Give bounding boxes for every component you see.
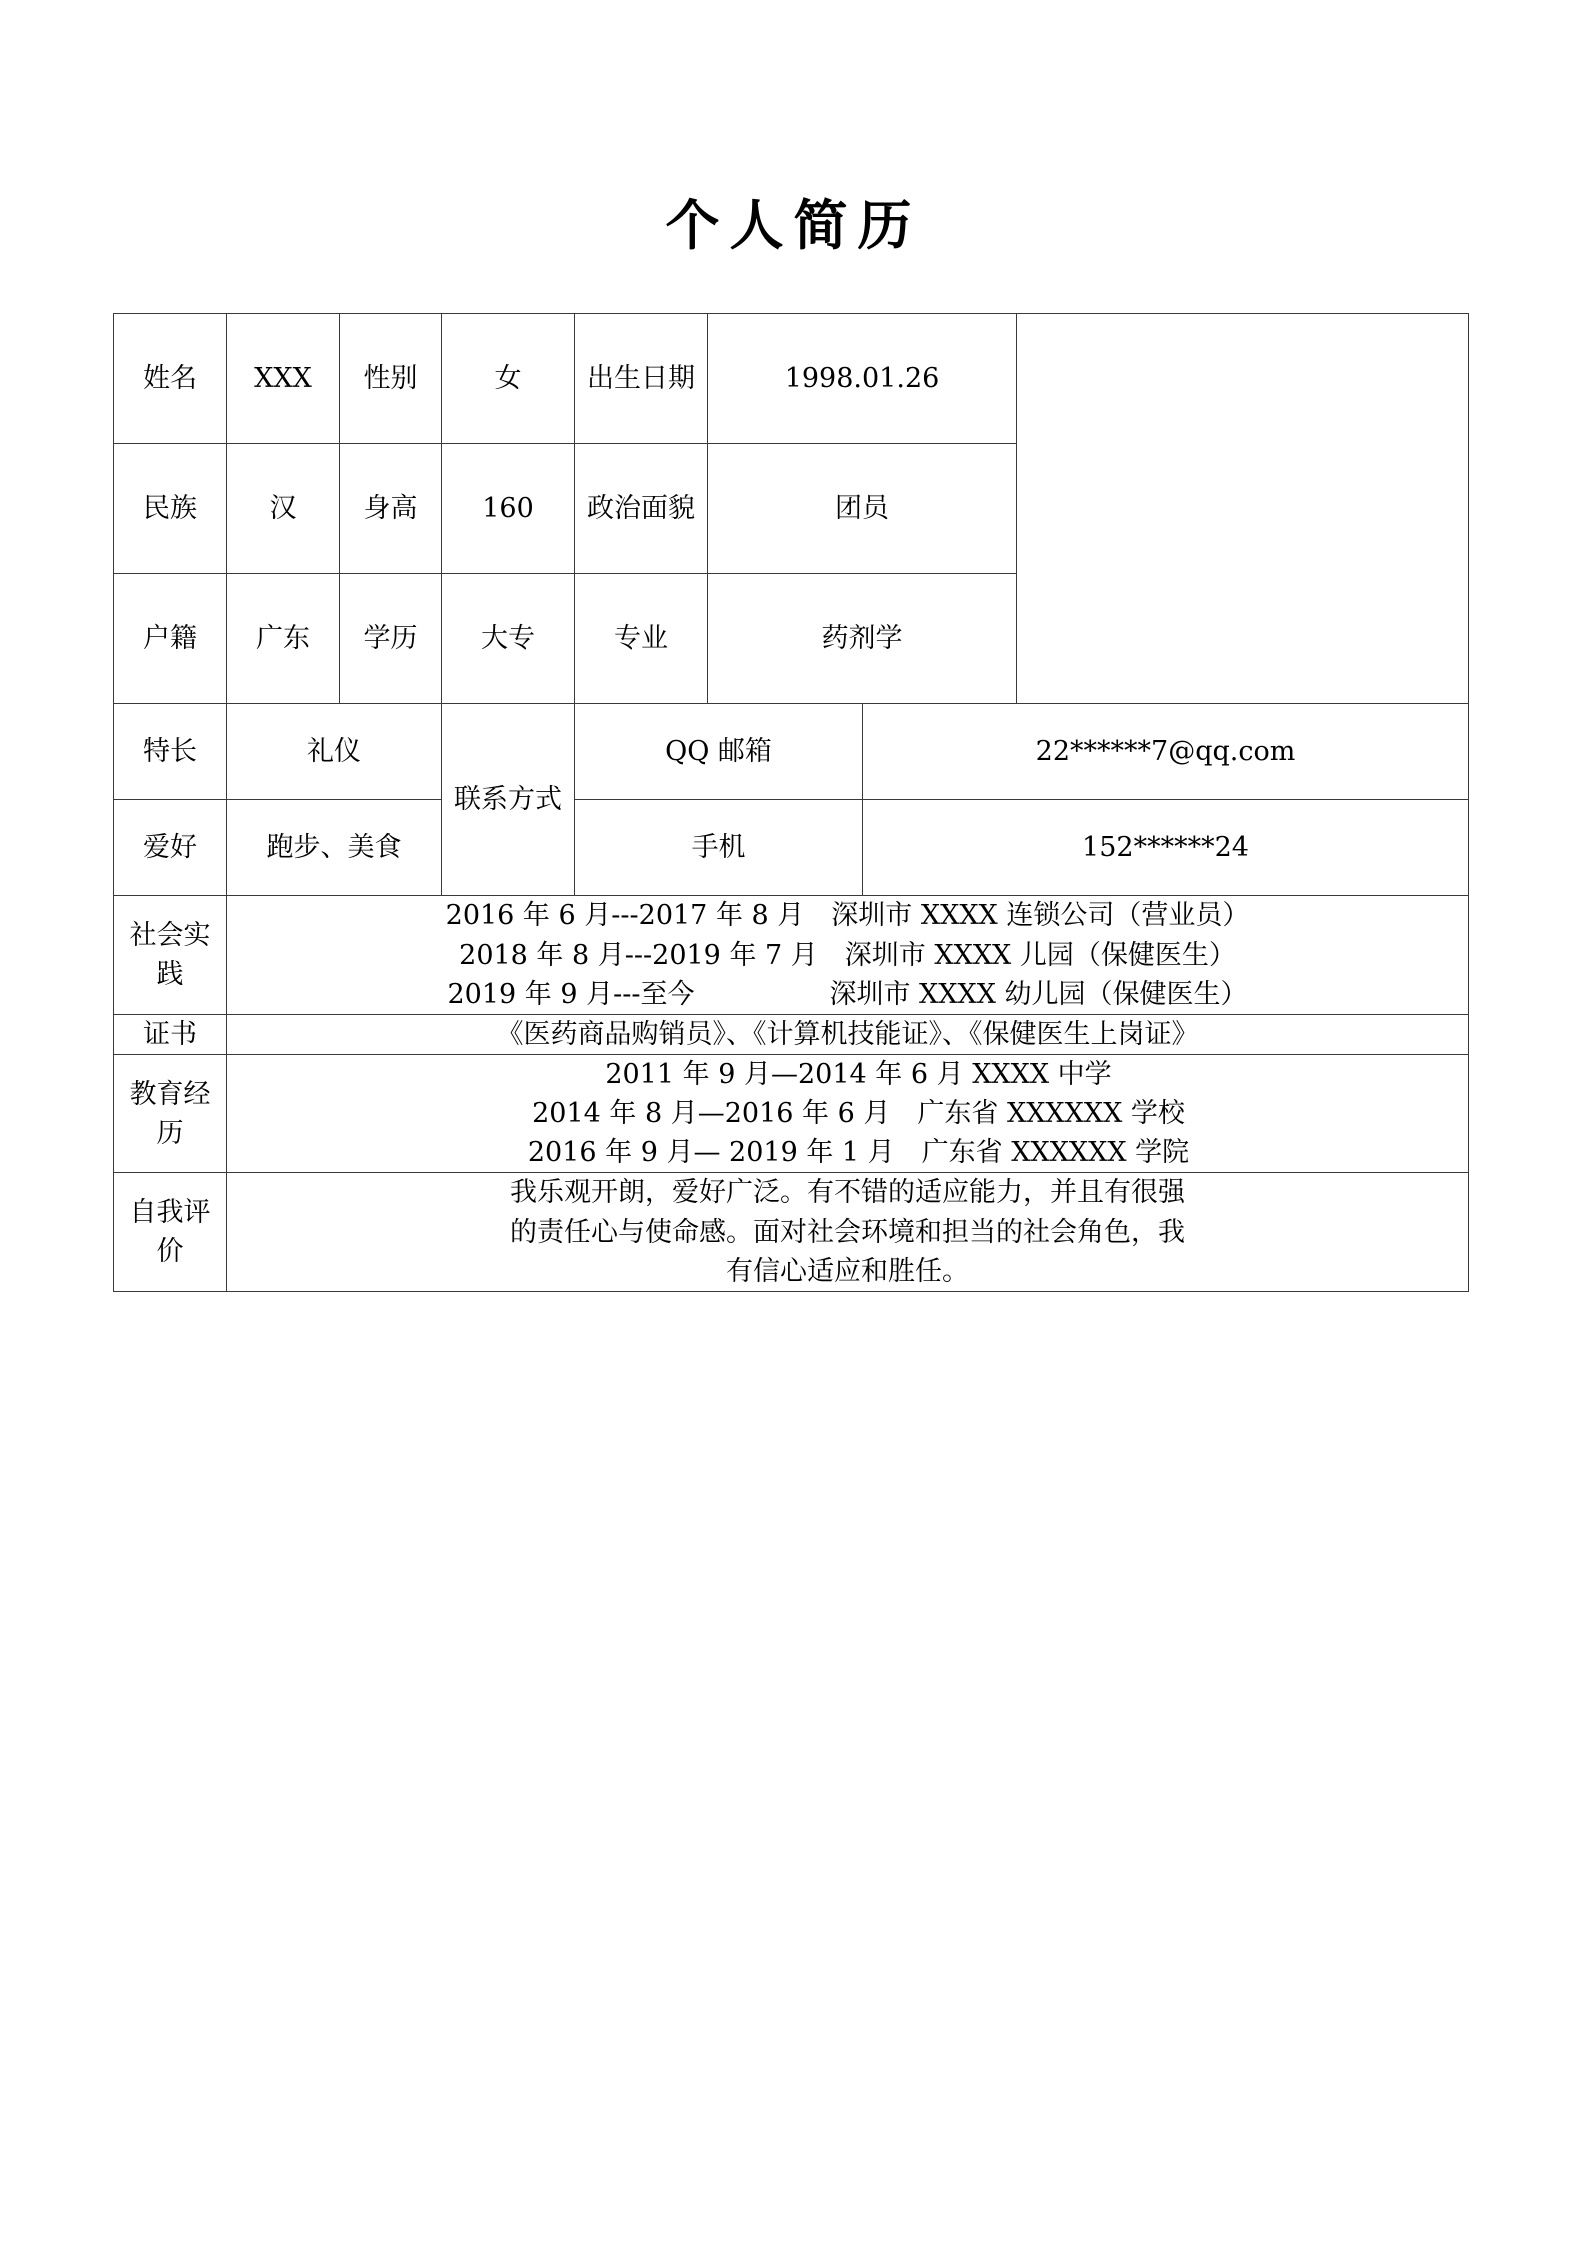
field-label-major: 专业 [575, 574, 708, 704]
field-value-major: 药剂学 [708, 574, 1017, 704]
field-label-gender: 性别 [340, 314, 442, 444]
field-value-mobile: 152******24 [863, 800, 1469, 896]
table-row [114, 704, 1469, 800]
field-label-height: 身高 [340, 444, 442, 574]
field-label-education-level: 学历 [340, 574, 442, 704]
self-evaluation-line: 我乐观开朗，爱好广泛。有不错的适应能力，并且有很强 [510, 1177, 1185, 1209]
table-row [114, 800, 1469, 896]
field-label-birthdate: 出生日期 [575, 314, 708, 444]
table-row [114, 1173, 1469, 1291]
field-value-hobbies: 跑步、美食 [227, 800, 442, 896]
field-label-specialty: 特长 [114, 704, 227, 800]
table-row [114, 1014, 1469, 1054]
self-evaluation-line: 的责任心与使命感。面对社会环境和担当的社会角色，我 [510, 1216, 1185, 1248]
field-label-residence: 户籍 [114, 574, 227, 704]
section-content-certificates [227, 1014, 1469, 1054]
social-practice-entry: 2016 年 6 月---2017 年 8 月 深圳市 XXXX 连锁公司（营业员） [445, 900, 1250, 932]
table-row [114, 1054, 1469, 1172]
field-label-qq-email: QQ 邮箱 [575, 704, 863, 800]
page-title: 个人简历 [665, 193, 922, 257]
field-label-hobbies: 爱好 [114, 800, 227, 896]
field-label-ethnicity: 民族 [114, 444, 227, 574]
section-label-self-evaluation: 自我评价 [114, 1173, 227, 1291]
section-content-education [227, 1054, 1469, 1172]
field-label-mobile: 手机 [575, 800, 863, 896]
field-value-birthdate: 1998.01.26 [708, 314, 1017, 444]
social-practice-entry: 2018 年 8 月---2019 年 7 月 深圳市 XXXX 儿园（保健医生） [459, 939, 1236, 971]
field-value-education-level: 大专 [442, 574, 575, 704]
field-value-height: 160 [442, 444, 575, 574]
social-practice-entry: 2019 年 9 月---至今 深圳市 XXXX 幼儿园（保健医生） [447, 978, 1248, 1010]
table-row [114, 896, 1469, 1014]
education-entry: 2016 年 9 月— 2019 年 1 月 广东省 XXXXXX 学院 [527, 1137, 1190, 1169]
section-label-education: 教育经历 [114, 1054, 227, 1172]
field-value-name: XXX [227, 314, 340, 444]
photo-placeholder-cell [1017, 314, 1469, 704]
section-content-social-practice [227, 896, 1469, 1014]
self-evaluation-line: 有信心适应和胜任。 [726, 1255, 969, 1287]
field-value-specialty: 礼仪 [227, 704, 442, 800]
field-label-political-status: 政治面貌 [575, 444, 708, 574]
field-value-ethnicity: 汉 [227, 444, 340, 574]
section-label-certificates: 证书 [114, 1014, 227, 1054]
section-content-self-evaluation [227, 1173, 1469, 1291]
field-label-contact: 联系方式 [442, 704, 575, 896]
field-label-name: 姓名 [114, 314, 227, 444]
education-entry: 2011 年 9 月—2014 年 6 月 XXXX 中学 [605, 1058, 1112, 1090]
field-value-qq-email: 22******7@qq.com [863, 704, 1469, 800]
section-label-social-practice: 社会实践 [114, 896, 227, 1014]
certificates-value: 《医药商品购销员》、《计算机技能证》、《保健医生上岗证》 [496, 1018, 1199, 1050]
education-entry: 2014 年 8 月—2016 年 6 月 广东省 XXXXXX 学校 [532, 1098, 1185, 1130]
field-value-residence: 广东 [227, 574, 340, 704]
table-row [114, 314, 1469, 444]
resume-table [113, 313, 1469, 1291]
field-value-political-status: 团员 [708, 444, 1017, 574]
field-value-gender: 女 [442, 314, 575, 444]
